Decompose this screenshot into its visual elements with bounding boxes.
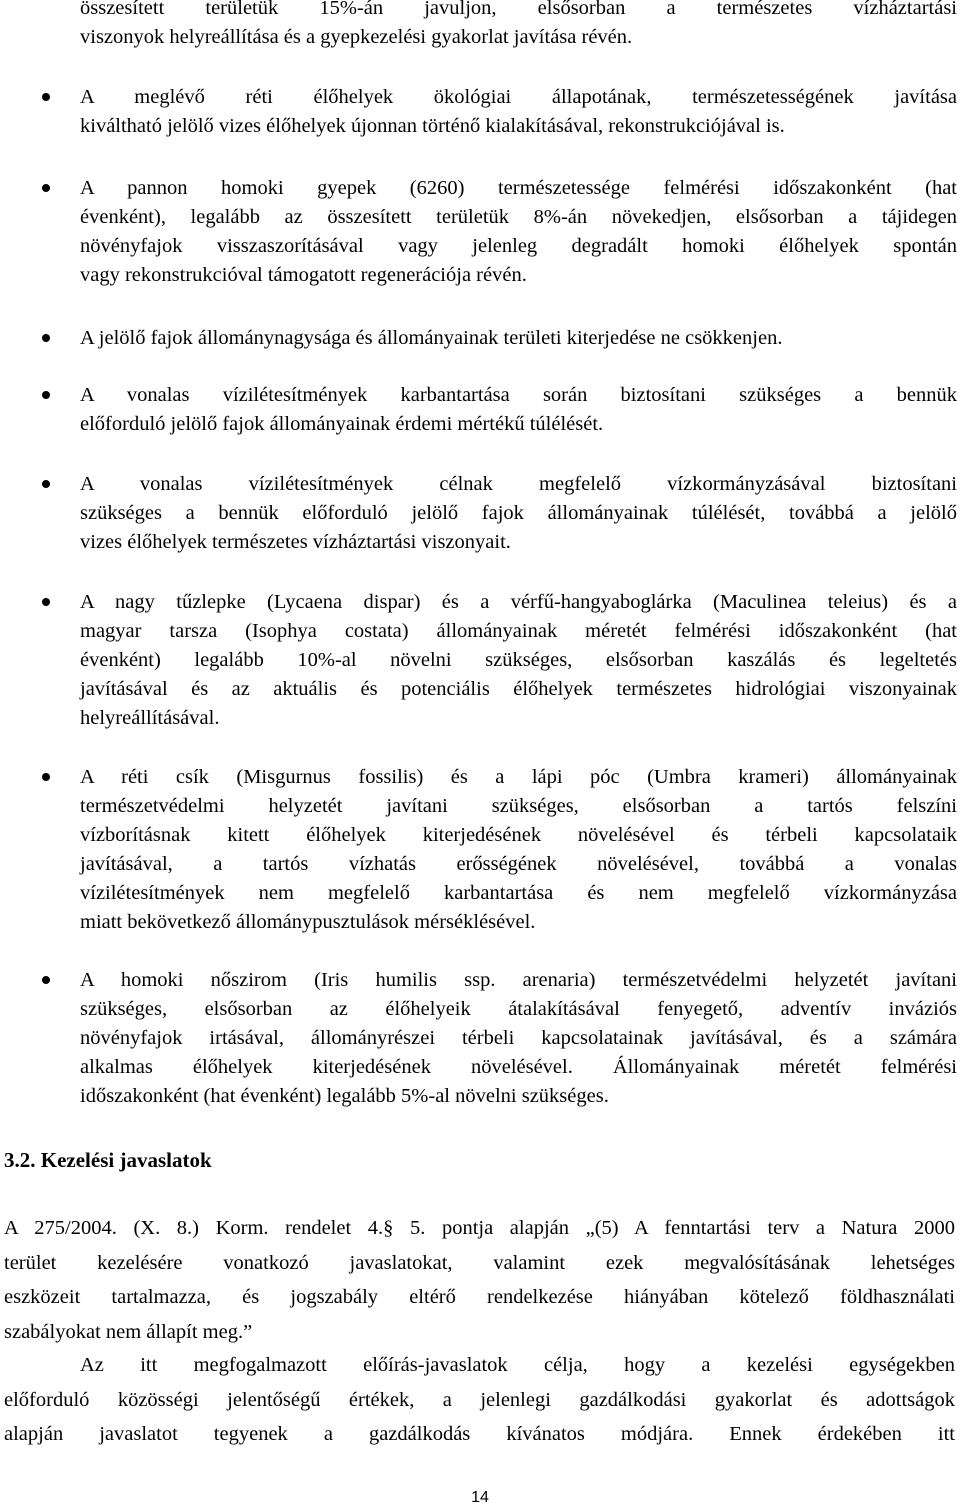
text-line: összesített területük 15%-án javuljon, elsősorban a természetes vízháztartási [80, 0, 957, 19]
text-line: növényfajok visszaszorításával vagy jelenleg degradált homoki élőhelyek spontán [80, 235, 957, 257]
section-heading: 3.2. Kezelési javaslatok [4, 1148, 212, 1172]
text-line: előforduló közösségi jelentőségű értékek, a jelenlegi gazdálkodási gyakorlat és adottságok [4, 1388, 955, 1411]
text-line: szükséges a bennük előforduló jelölő fajok állományainak túlélését, továbbá a jelölő [80, 502, 957, 524]
bullet-item [80, 83, 957, 141]
text-line: A homoki nőszirom (Iris humilis ssp. arenaria) természetvédelmi helyzetét javítani [80, 969, 957, 991]
text-line: évenként), legalább az összesített területük 8%-án növekedjen, elsősorban a tájidegen [80, 206, 957, 228]
bullet-icon [42, 976, 50, 984]
text-line: javításával, a tartós vízhatás erősségének növelésével, továbbá a vonalas [80, 853, 957, 875]
text-line: vizes élőhelyek természetes vízháztartási viszonyait. [80, 531, 511, 553]
text-line: A jelölő fajok állománynagysága és állományainak területi kiterjedése ne csökkenjen. [80, 327, 783, 349]
text-line: vízborításnak kitett élőhelyek kiterjedésének növelésével és térbeli kapcsolataik [80, 824, 957, 846]
text-line: miatt bekövetkező állománypusztulások mérséklésével. [80, 911, 536, 933]
text-line: szabályokat nem állapít meg.” [4, 1320, 253, 1343]
text-line: A vonalas vízilétesítmények célnak megfelelő vízkormányzásával biztosítani [80, 473, 957, 495]
text-line: helyreállításával. [80, 707, 220, 729]
text-line: évenként) legalább 10%-al növelni szükséges, elsősorban kaszálás és legeltetés [80, 649, 957, 671]
bullet-icon [42, 480, 50, 488]
text-line: A vonalas vízilétesítmények karbantartása során biztosítani szükséges a bennük [80, 384, 957, 406]
bullet-item [80, 381, 957, 439]
bullet-icon [42, 334, 50, 342]
text-line: alkalmas élőhelyek kiterjedésének növelésével. Állományainak méretét felmérési [80, 1056, 957, 1078]
text-line: terület kezelésére vonatkozó javaslatokat, valamint ezek megvalósításának lehetséges [4, 1251, 955, 1274]
bullet-item [80, 470, 957, 557]
bullet-icon [42, 184, 50, 192]
text-line: eszközeit tartalmazza, és jogszabály eltérő rendelkezése hiányában kötelező földhasználati [4, 1286, 955, 1308]
bullet-item [80, 174, 957, 290]
bullet-icon [42, 773, 50, 781]
text-line: javításával és az aktuális és potenciális élőhelyek természetes hidrológiai viszonyainak [80, 678, 957, 700]
paragraph-regulation [4, 1211, 955, 1349]
bullet-item [80, 966, 957, 1111]
continued-text [80, 0, 957, 52]
text-line: szükséges, elsősorban az élőhelyeik átalakításával fenyegető, adventív inváziós [80, 998, 957, 1020]
text-line: természetvédelmi helyzetét javítani szükséges, elsősorban a tartós felszíni [80, 795, 957, 817]
text-line: vagy rekonstrukcióval támogatott regenerációja révén. [80, 264, 527, 286]
text-line: A pannon homoki gyepek (6260) természetessége felmérési időszakonként (hat [80, 177, 957, 199]
bullet-item [80, 324, 957, 353]
text-line: alapján javaslatot tegyenek a gazdálkodás kívánatos módjára. Ennek érdekében itt [4, 1423, 955, 1445]
bullet-icon [42, 391, 50, 399]
text-line: A meglévő réti élőhelyek ökológiai állapotának, természetességének javítása [80, 86, 957, 108]
paragraph-proposals [4, 1348, 955, 1452]
text-line: előforduló jelölő fajok állományainak érdemi mértékű túlélését. [80, 413, 604, 435]
text-line: A 275/2004. (X. 8.) Korm. rendelet 4.§ 5. pontja alapján „(5) A fenntartási terv a Natura 2000 [4, 1217, 955, 1239]
text-line: viszonyok helyreállítása és a gyepkezelési gyakorlat javítása révén. [80, 26, 633, 48]
text-line: Az itt megfogalmazott előírás-javaslatok célja, hogy a kezelési egységekben [80, 1354, 955, 1376]
text-line: növényfajok irtásával, állományrészei térbeli kapcsolatainak javításával, és a számára [80, 1027, 957, 1049]
bullet-icon [42, 93, 50, 101]
text-line: vízilétesítmények nem megfelelő karbantartása és nem megfelelő vízkormányzása [80, 882, 957, 904]
text-line: A nagy tűzlepke (Lycaena dispar) és a vérfű-hangyaboglárka (Maculinea teleius) és a [80, 591, 957, 613]
bullet-item [80, 588, 957, 733]
text-line: kiváltható jelölő vizes élőhelyek újonnan történő kialakításával, rekonstrukciójával is. [80, 115, 785, 137]
text-line: magyar tarsza (Isophya costata) állományainak méretét felmérési időszakonként (hat [80, 620, 957, 642]
bullet-item [80, 763, 957, 937]
page-number: 14 [471, 1489, 489, 1506]
bullet-icon [42, 598, 50, 606]
text-line: A réti csík (Misgurnus fossilis) és a lápi póc (Umbra krameri) állományainak [80, 766, 957, 788]
text-line: időszakonként (hat évenként) legalább 5%-al növelni szükséges. [80, 1085, 609, 1107]
